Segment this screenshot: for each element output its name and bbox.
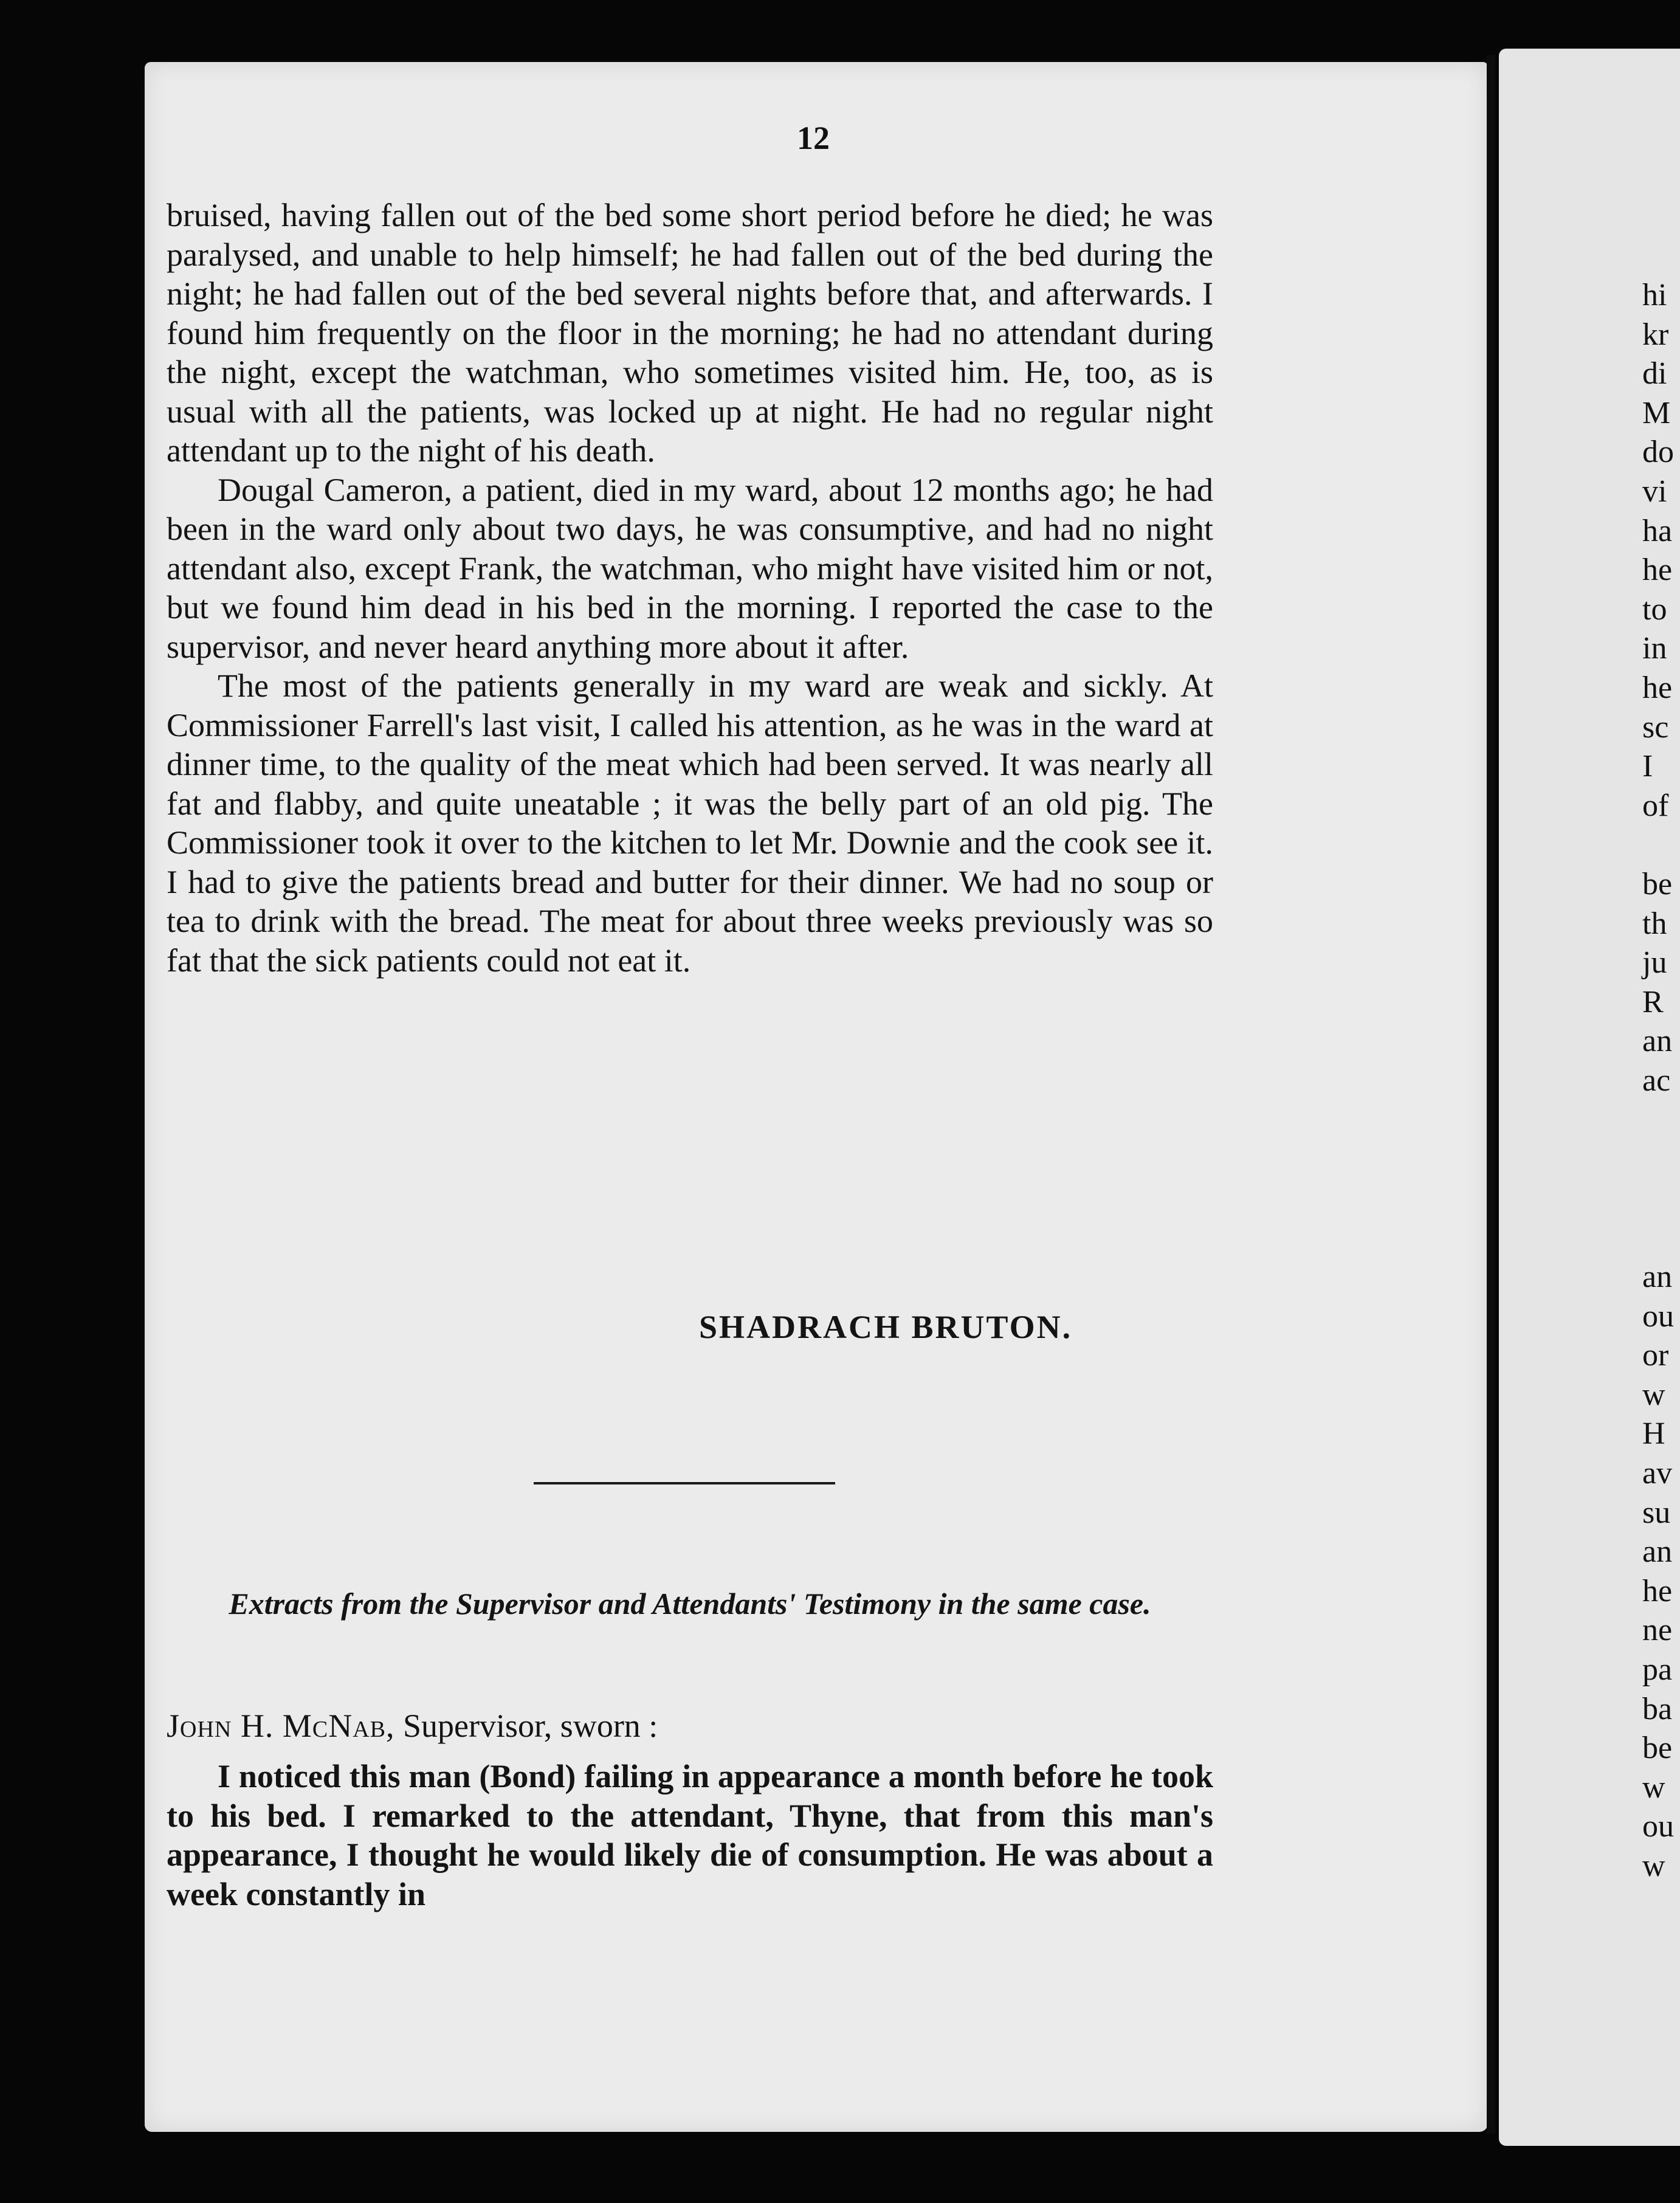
- facing-page-edge: [1499, 49, 1680, 2146]
- facing-page-fragment: w: [1642, 1770, 1665, 1805]
- facing-page-fragment: he: [1642, 1573, 1673, 1608]
- facing-page-fragment: kr: [1642, 317, 1669, 352]
- body-text: [167, 196, 1213, 980]
- page-number: 12: [797, 120, 830, 156]
- facing-page-fragment: in: [1642, 631, 1667, 666]
- facing-page-fragment: to: [1642, 591, 1667, 627]
- facing-page-fragment: ac: [1642, 1063, 1671, 1098]
- facing-page-fragment: of: [1642, 788, 1669, 823]
- facing-page-fragment: ou: [1642, 1809, 1674, 1844]
- facing-page-fragment: di: [1642, 356, 1667, 391]
- facing-page-fragment: be: [1642, 867, 1673, 902]
- witness-name: John H. McNab,: [167, 1708, 395, 1744]
- facing-page-fragment: an: [1642, 1024, 1673, 1059]
- paragraph-meat-complaint: The most of the patients generally in my ward are weak and sickly. At Commissioner Farrell's last visit, I called his attention, as he was in the ward at dinner time, to the quality of the meat which had been served. It was nearly all fat and flabby, and quite uneatable ; it was the belly part of an old pig. The Commissioner took it over to the kitchen to let Mr. Downie and the cook see it. I had to give the patients bread and butter for their dinner. We had no soup or tea to drink with the bread. The meat for about three weeks previously was so fat that the sick patients could not eat it.: [167, 667, 1213, 979]
- facing-page-fragment: ba: [1642, 1691, 1673, 1726]
- witness-role: Supervisor, sworn :: [394, 1708, 658, 1744]
- page-gutter: [1487, 55, 1495, 2134]
- facing-page-fragment: he: [1642, 671, 1673, 705]
- facing-page-fragment: w: [1642, 1849, 1665, 1883]
- facing-page-fragment: w: [1642, 1377, 1665, 1412]
- facing-page-fragment: he: [1642, 553, 1673, 588]
- facing-page-fragment: pa: [1642, 1652, 1673, 1687]
- facing-page-fragment: th: [1642, 906, 1667, 941]
- paragraph-dougal-cameron: Dougal Cameron, a patient, died in my ward, about 12 months ago; he had been in the ward only about two days, he was consumptive, and had no night attendant also, except Frank, the watchman, who might have visited him or not, but we found him dead in his bed in the morning. I reported the case to the supervisor, and never heard anything more about it after.: [167, 471, 1213, 665]
- facing-page-fragment: av: [1642, 1456, 1673, 1491]
- facing-page-fragment: an: [1642, 1260, 1673, 1294]
- facing-page-fragment: hi: [1642, 278, 1667, 312]
- facing-page-fragment: ha: [1642, 513, 1673, 548]
- facing-page-fragment: an: [1642, 1534, 1673, 1570]
- facing-page-fragment: be: [1642, 1731, 1673, 1766]
- facing-page-fragment: or: [1642, 1338, 1669, 1373]
- facing-page-fragment: sc: [1642, 709, 1669, 745]
- facing-page-fragment: vi: [1642, 474, 1667, 509]
- paragraph-continuation: bruised, having fallen out of the bed some short period before he died; he was paralysed, and unable to help himself; he had fallen out of the bed during the night; he had fallen out of the bed several nights before that, and afterwards. I found him frequently on the floor in the morning; he had no attendant during the night, except the watchman, who sometimes visited him. He, too, as is usual with all the patients, was locked up at night. He had no regular night attendant up to the night of his death.: [167, 197, 1213, 469]
- facing-page-fragment: M: [1642, 395, 1671, 430]
- facing-page-fragment: I: [1642, 749, 1653, 784]
- facing-page-fragment: do: [1642, 435, 1674, 470]
- facing-page-fragment: ou: [1642, 1298, 1674, 1334]
- signature-name: SHADRACH BRUTON.: [699, 1309, 1073, 1345]
- section-divider: [534, 1482, 835, 1484]
- facing-page-fragment: ju: [1642, 945, 1667, 981]
- witness-line: [167, 1707, 658, 1745]
- facing-page-fragment: H: [1642, 1416, 1665, 1452]
- section-heading: Extracts from the Supervisor and Attendants' Testimony in the same case.: [229, 1587, 1151, 1621]
- facing-page-fragment: R: [1642, 984, 1664, 1019]
- facing-page-fragment: su: [1642, 1495, 1671, 1530]
- testimony-paragraph: I noticed this man (Bond) failing in appearance a month before he took to his bed. I remarked to the attendant, Thyne, that from this man's appearance, I thought he would likely die of consumption. He was about a week constantly in: [167, 1758, 1213, 1912]
- facing-page-fragment: ne: [1642, 1613, 1673, 1648]
